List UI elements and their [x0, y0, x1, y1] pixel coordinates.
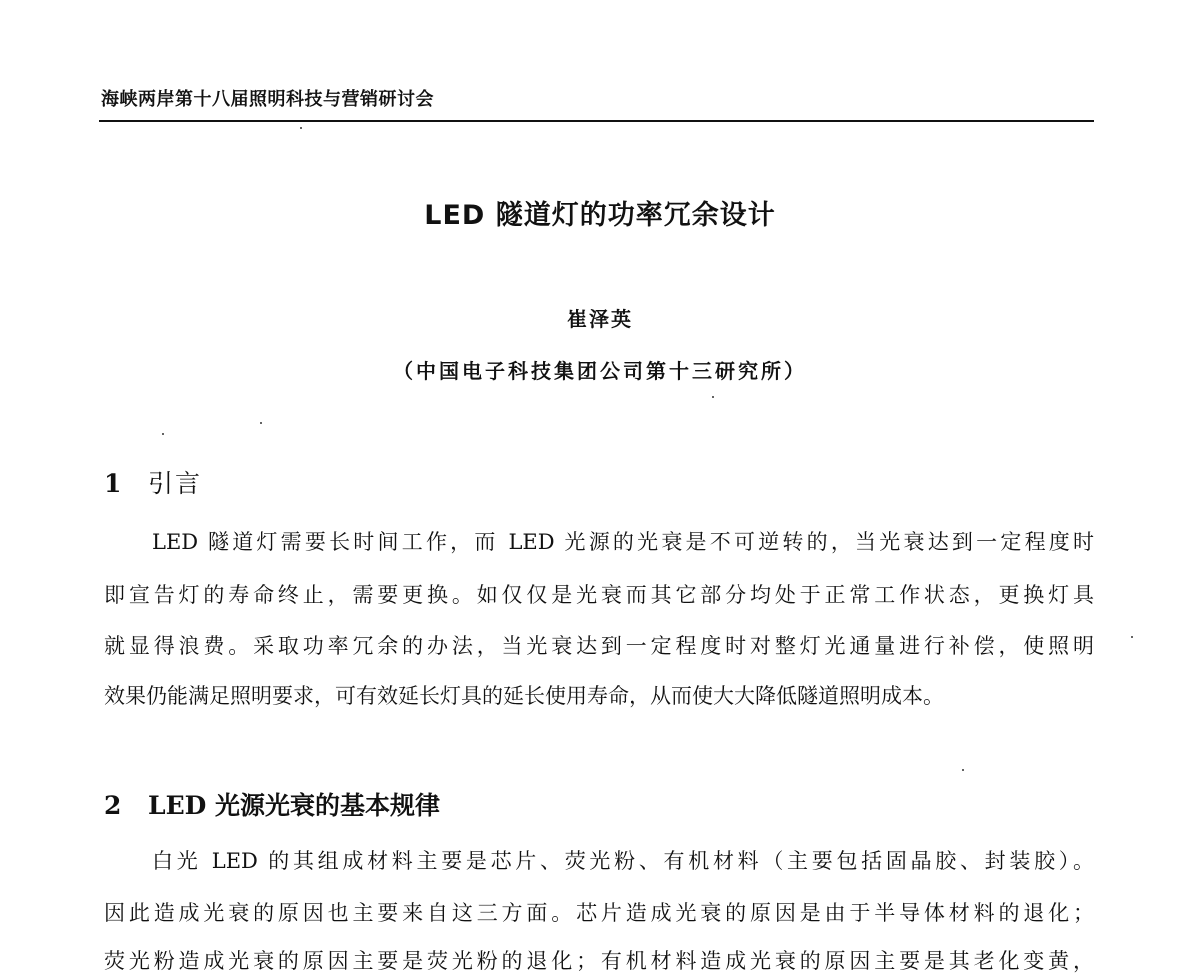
scan-speck: [1131, 636, 1133, 638]
section-title: 引言: [148, 469, 203, 498]
paragraph-line: 白光 LED 的其组成材料主要是芯片、荧光粉、有机材料（主要包括固晶胶、封装胶）。: [152, 849, 1094, 873]
section-number: 1: [104, 469, 122, 498]
scan-speck: [260, 422, 262, 424]
paragraph-line: 荧光粉造成光衰的原因主要是荧光粉的退化；有机材料造成光衰的原因主要是其老化变黄，: [104, 949, 1094, 973]
section-heading-led-decay: [104, 786, 440, 822]
paragraph-line: 就显得浪费。采取功率冗余的办法，当光衰达到一定程度时对整灯光通量进行补偿，使照明: [104, 634, 1094, 658]
section-title: LED 光源光衰的基本规律: [148, 791, 441, 820]
section-number: 2: [104, 791, 122, 820]
paragraph-line: 因此造成光衰的原因也主要来自这三方面。芯片造成光衰的原因是由于半导体材料的退化；: [104, 901, 1094, 925]
section-heading-introduction: [104, 464, 202, 500]
header-rule: [99, 120, 1094, 122]
scan-speck: [162, 433, 164, 435]
paragraph-line: 即宣告灯的寿命终止，需要更换。如仅仅是光衰而其它部分均处于正常工作状态，更换灯具: [104, 583, 1094, 607]
paper-title: LED 隧道灯的功率冗余设计: [424, 200, 776, 231]
paragraph-line: 效果仍能满足照明要求，可有效延长灯具的延长使用寿命，从而使大大降低隧道照明成本。: [104, 684, 944, 708]
author-name: 崔泽英: [567, 307, 633, 331]
scan-speck: [712, 396, 714, 398]
paragraph-line: LED 隧道灯需要长时间工作，而 LED 光源的光衰是不可逆转的，当光衰达到一定程度时: [152, 530, 1094, 554]
running-header: 海峡两岸第十八届照明科技与营销研讨会: [101, 89, 434, 110]
scan-speck: [300, 127, 302, 129]
scan-speck: [962, 769, 964, 771]
author-affiliation: （中国电子科技集团公司第十三研究所）: [393, 359, 807, 383]
